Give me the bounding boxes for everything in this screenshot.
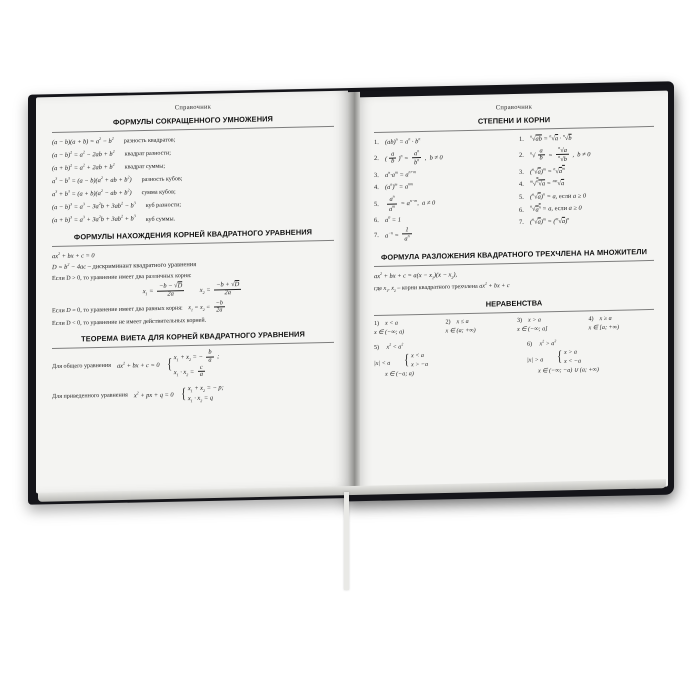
root-rule: 4. $^m$√$^n$√a = $^{mn}$√a xyxy=(519,178,565,189)
trinomial-formula: $ax^2$ + bx + $c = a(x - x_1)(x - x_2)$, xyxy=(374,270,458,280)
roots-pair: $x_1$ = $\frac{-b - √D}{2a}$ $x_2$ = $\frac{-b + √D}{2a}$ xyxy=(142,281,240,298)
powers-column xyxy=(374,134,509,246)
case-d-zero: Если D = 0, то уравнение имеет два равных корня: $x_1 = x_2$ = $\frac{-b}{2a}$ xyxy=(52,300,223,315)
section-title-vieta: ТЕОРЕМА ВИЕТА ДЛЯ КОРНЕЙ КВАДРАТНОГО УРАВНЕНИЯ xyxy=(81,329,305,344)
formula-row: $(a + b)^2 = a^2 + 2ab + b^2$ квадрат суммы; xyxy=(52,161,166,173)
open-book xyxy=(28,88,674,498)
formula-label: куб разности; xyxy=(145,202,182,210)
discriminant-definition: $D = b^2 - 4ac$ – дискриминант квадратного уравнения xyxy=(52,261,197,272)
inequality-item: 4) x ≥ a x ∈ [a; +∞) xyxy=(588,316,620,332)
root-rule: 3. $(^n√a)^m = ^n√a^m$ xyxy=(519,165,565,176)
root-rule: 1. $^n$√ab = $^n$√a · $^n$√b xyxy=(519,132,572,143)
vieta-block xyxy=(52,347,334,407)
root-rule: 7. $(^n√a)^m = (^m√a)^n$ xyxy=(519,215,570,226)
formula-row: $(a - b)(a + b) = a^2 - b^2$ разность квадратов; xyxy=(52,135,176,147)
book-spine xyxy=(348,92,360,492)
formula-label: сумма кубов; xyxy=(141,189,176,197)
multiplication-formula-list xyxy=(52,131,334,227)
inequalities-row-1 xyxy=(374,314,654,338)
quadratic-equation: $ax^2$ + bx + c = 0 xyxy=(52,250,95,261)
formula-label: разность квадратов; xyxy=(123,137,176,145)
quadratic-roots-block xyxy=(52,245,334,329)
formula-label: разность кубов; xyxy=(141,176,183,184)
left-page xyxy=(36,91,348,494)
power-rule: 5. $\frac{a^n}{a^m}$ = $a^{n-m}$, a ≠ 0 xyxy=(374,193,436,213)
formula-row: $(a - b)^2 = a^2 - 2ab + b^2$ квадрат разности; xyxy=(52,148,171,160)
right-page xyxy=(358,91,668,494)
formula-label: куб суммы. xyxy=(145,215,176,223)
vieta-general: Для общего уравнения $ax^2$ + bx + c = 0 { $x_1 + x_2$ = − $\frac{b}{a}$ ; $x_1 \cdot x_2$ = $\frac{c}{a}$ xyxy=(52,348,220,379)
root-rule: 5. $(^n√a)^n = a$, если a ≥ 0 xyxy=(519,191,587,201)
inequality-item: 2) x ≤ a x ∈ (a; +∞) xyxy=(445,319,476,335)
vieta-general-label: Для общего уравнения xyxy=(52,362,111,370)
inequalities-block xyxy=(374,314,654,380)
trinomial-block xyxy=(374,265,654,296)
inequality-item: 3) x > a x ∈ (−∞; a] xyxy=(517,317,548,334)
section-title-inequalities: НЕРАВЕНСТВА xyxy=(485,298,543,309)
power-rule: 7. $a^{-n}$ = $\frac{1}{a^n}$ xyxy=(374,225,410,243)
bookmark-ribbon xyxy=(344,492,349,590)
power-rule: 2. ( $\frac{a}{b}$ )$^n$ = $\frac{a^n}{b^n}$ , b ≠ 0 xyxy=(374,147,443,167)
formula-row: $a^3 + b^3 = (a + b)(a^2$ − ab + $b^2$) сумма кубов; xyxy=(52,187,176,199)
left-page-header: Справочник xyxy=(174,103,212,112)
vieta-reduced-label: Для приведенного уравнения xyxy=(52,391,128,400)
right-page-header: Справочник xyxy=(495,103,533,112)
inequality-item: 5) $x^2 < a^2$ |x| < a { x < a x > −a x ∈ (−a; a) xyxy=(374,341,429,378)
section-title-powers-roots: СТЕПЕНИ И КОРНИ xyxy=(477,115,551,126)
power-rule: 4. $(a^n)^m = a^{nm}$ xyxy=(374,181,413,192)
power-rule: 3. $a^n\cdot a^m = a^{n+m}$ xyxy=(374,168,417,179)
root-rule: 6. $^n√a^n = a$, если a ≥ 0 xyxy=(519,203,582,214)
roots-column xyxy=(519,131,654,243)
formula-row: $a^3 - b^3 = (a - b)(a^2$ + ab + $b^2$) разность кубов; xyxy=(52,174,183,186)
power-rule: 1. $(ab)^n = a^n \cdot b^n$ xyxy=(374,136,421,147)
inequalities-row-2 xyxy=(374,336,654,380)
vieta-reduced: Для приведенного уравнения $x^2$ + px + q = 0 { $x_1 + x_2$ = − p; $x_1 \cdot x_2 = q$ xyxy=(52,384,224,404)
vieta-reduced-system: { $x_1 + x_2$ = − p; $x_1 \cdot x_2 = q$ xyxy=(180,384,224,404)
section-title-multiplication: ФОРМУЛЫ СОКРАЩЕННОГО УМНОЖЕНИЯ xyxy=(113,114,273,127)
root-rule: 2. $^n$√ $\frac{a}{b}$ = $\frac{^n√a}{^n√b}$ , b ≠ 0 xyxy=(519,144,591,164)
power-rule: 6. $a^0 = 1$ xyxy=(374,214,401,225)
trinomial-note: где $x_1$, $x_2$ – корни квадратного трехчлена $ax^2$ + bx + c xyxy=(374,281,510,294)
inequality-item: 1) x < a x ∈ (−∞; a) xyxy=(374,320,405,337)
vieta-general-system: { $x_1 + x_2$ = − $\frac{b}{a}$ ; $x_1 \cdot x_2$ = $\frac{c}{a}$ xyxy=(166,348,220,379)
formula-label: квадрат суммы; xyxy=(124,163,166,171)
case-d-negative: Если D < 0, то уравнение не имеет действительных корней. xyxy=(52,317,207,327)
formula-row: $(a - b)^3 = a^3 - 3a^2b + 3ab^2 - b^3$ куб разности; xyxy=(52,200,182,212)
section-title-quadratic-roots: ФОРМУЛЫ НАХОЖДЕНИЯ КОРНЕЙ КВАДРАТНОГО УРАВНЕНИЯ xyxy=(73,227,313,242)
powers-roots-columns xyxy=(374,131,654,246)
case-d-positive: Если D > 0, то уравнение имеет два различных корня: xyxy=(52,273,192,283)
formula-label: квадрат разности; xyxy=(124,150,171,158)
inequality-item: 6) $x^2 > a^2$ |x| > a { x > a x < −a x ∈ (−∞; −a) ∪ (a; +∞) xyxy=(527,338,599,375)
formula-row: $(a + b)^3 = a^3 + 3a^2b + 3ab^2 + b^3$ куб суммы. xyxy=(52,213,176,225)
section-title-trinomial-factoring: ФОРМУЛА РАЗЛОЖЕНИЯ КВАДРАТНОГО ТРЕХЧЛЕНА НА МНОЖИТЕЛИ xyxy=(380,246,647,262)
